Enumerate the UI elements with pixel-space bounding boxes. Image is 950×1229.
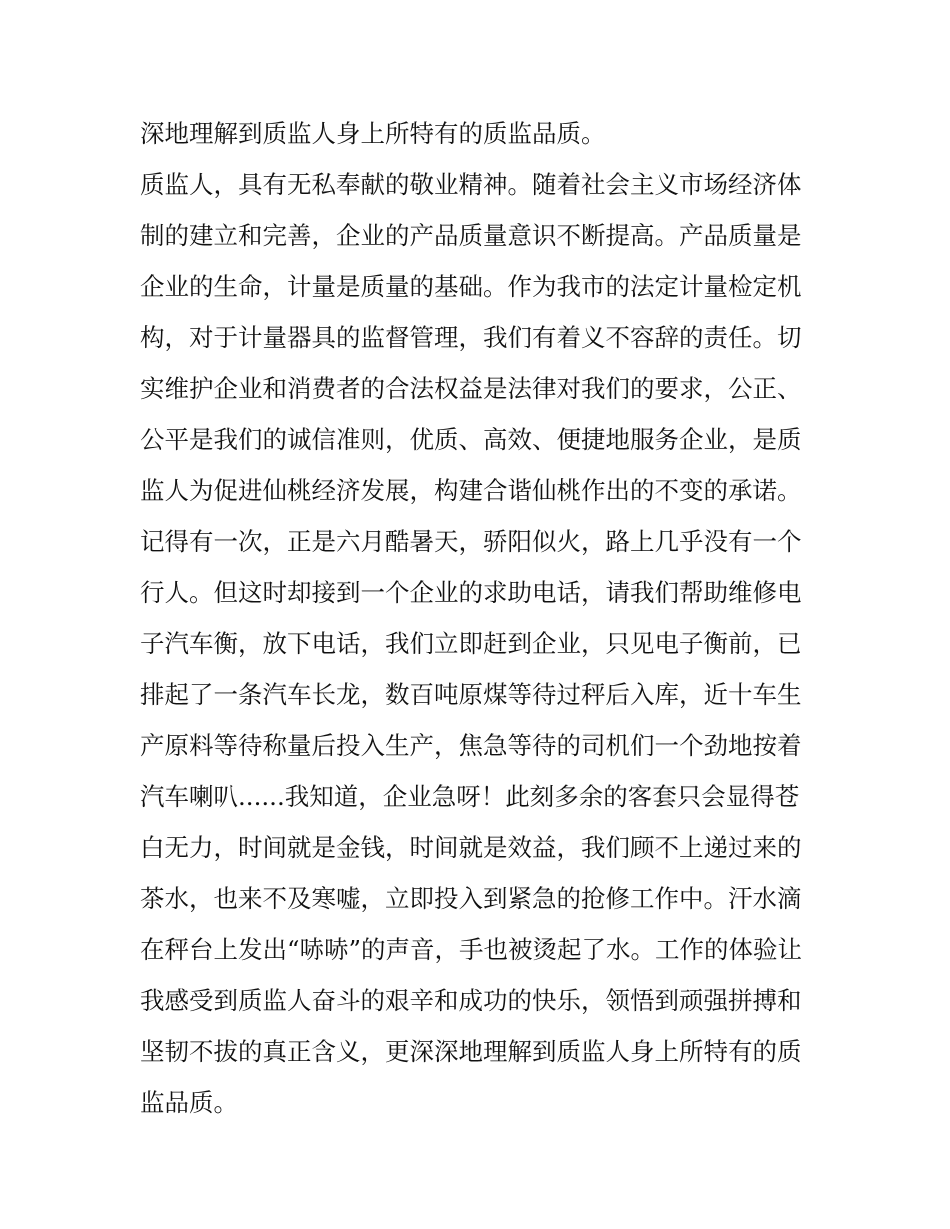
text-line: 排起了一条汽车长龙，数百吨原煤等待过秤后入库，近十车生 [140,680,802,709]
text-line: 白无力，时间就是金钱，时间就是效益，我们顾不上递过来的 [140,833,802,862]
text-line: 汽车喇叭......我知道，企业急呀！此刻多余的客套只会显得苍 [140,782,800,811]
text-line: 监人为促进仙桃经济发展，构建合谐仙桃作出的不变的承诺。 [140,476,802,505]
text-line: 实维护企业和消费者的合法权益是法律对我们的要求，公正、 [140,374,802,403]
text-line: 企业的生命，计量是质量的基础。作为我市的法定计量检定机 [140,272,802,301]
body-text [140,108,830,1128]
text-line: 我感受到质监人奋斗的艰辛和成功的快乐，领悟到顽强拼搏和 [140,986,802,1015]
text-line: 产原料等待称量后投入生产，焦急等待的司机们一个劲地按着 [140,731,802,760]
text-line: 坚韧不拔的真正含义，更深深地理解到质监人身上所特有的质 [140,1037,802,1066]
text-line: 制的建立和完善，企业的产品质量意识不断提高。产品质量是 [140,221,802,250]
text-line: 子汽车衡，放下电话，我们立即赶到企业，只见电子衡前，已 [140,629,802,658]
text-line: 茶水，也来不及寒嘘，立即投入到紧急的抢修工作中。汗水滴 [140,884,802,913]
text-line: 行人。但这时却接到一个企业的求助电话，请我们帮助维修电 [140,578,802,607]
text-line: 监品质。 [140,1088,238,1117]
text-line: 公平是我们的诚信准则，优质、高效、便捷地服务企业，是质 [140,425,802,454]
text-line: 在秤台上发出“哧哧”的声音，手也被烫起了水。工作的体验让 [140,935,803,964]
text-line: 深地理解到质监人身上所特有的质监品质。 [140,119,606,148]
text-line: 质监人，具有无私奉献的敬业精神。随着社会主义市场经济体 [140,170,802,199]
text-line: 记得有一次，正是六月酷暑天，骄阳似火，路上几乎没有一个 [140,527,802,556]
text-line: 构，对于计量器具的监督管理，我们有着义不容辞的责任。切 [140,323,802,352]
